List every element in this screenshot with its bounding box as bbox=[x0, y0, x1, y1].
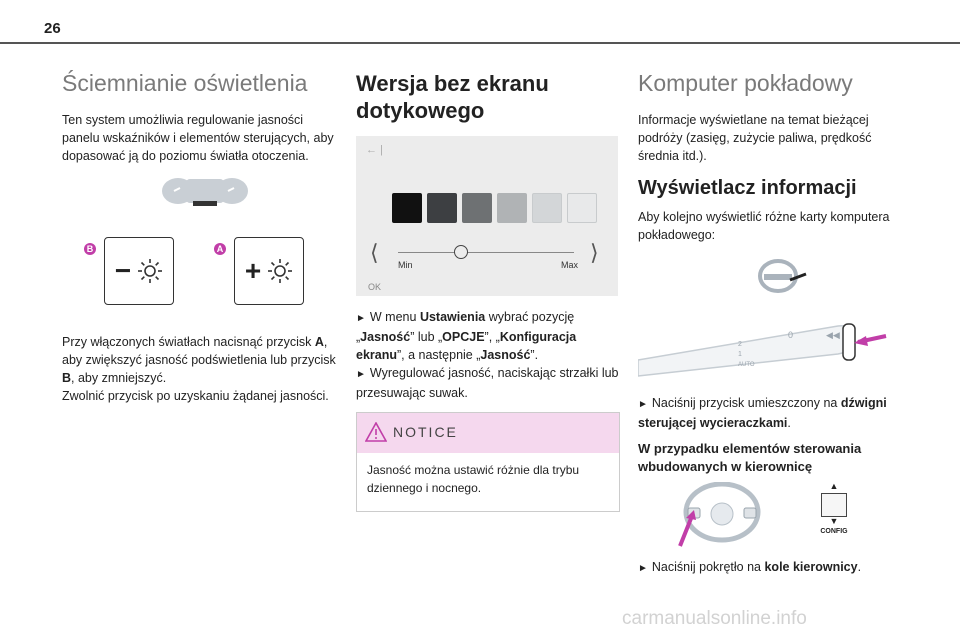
trip-computer-intro: Informacje wyświetlane na temat bieżącej podróży (zasięg, zużycie paliwa, prędkość średnia itd.). bbox=[638, 113, 872, 163]
section-title-no-touchscreen: Wersja bez ekranu dotykowego bbox=[356, 71, 549, 123]
bullet-arrow-icon: ► bbox=[638, 399, 648, 410]
chevron-right-icon[interactable]: ⟩ bbox=[590, 240, 599, 265]
brightness-increase-button[interactable] bbox=[234, 237, 304, 305]
page-number: 26 bbox=[44, 20, 61, 37]
steering-wheel-controls-heading: W przypadku elementów sterowania wbudowanych w kierownicę bbox=[638, 441, 862, 474]
back-arrow-icon: ← | bbox=[366, 144, 383, 156]
dimming-intro: Ten system umożliwia regulowanie jasności panelu wskaźników i elementów sterujących, aby dopasować ją do poziomu światła otoczenia. bbox=[62, 113, 334, 163]
no-touchscreen-step-1: ► W menu Ustawienia wybrać pozycję „Jasność” lub „OPCJE”, „Konfiguracja ekranu”, a następnie „Jasność”. ► Wyregulować jasność, naciskając strzałki lub przesuwając suwak. bbox=[356, 310, 619, 400]
header-rule bbox=[0, 42, 960, 44]
warning-triangle-icon bbox=[365, 422, 387, 442]
slider-min-label: Min bbox=[398, 260, 413, 270]
svg-text:0: 0 bbox=[788, 330, 794, 340]
brightness-swatch[interactable] bbox=[462, 193, 492, 223]
svg-text:AUTO: AUTO bbox=[738, 362, 755, 368]
section-title-trip-computer: Komputer pokładowy bbox=[638, 70, 853, 96]
column-no-touchscreen bbox=[356, 62, 620, 512]
bullet-arrow-icon: ► bbox=[356, 369, 366, 380]
trip-step-1: ► Naciśnij przycisk umieszczony na dźwigni sterującej wycieraczkami. bbox=[638, 396, 887, 430]
notice-header bbox=[357, 413, 619, 453]
brightness-slider-track[interactable] bbox=[398, 252, 574, 253]
steering-controls-illustration bbox=[638, 482, 900, 548]
plus-symbol: + bbox=[244, 255, 262, 286]
svg-text:1: 1 bbox=[738, 351, 742, 358]
sun-icon bbox=[267, 258, 293, 284]
sun-icon bbox=[137, 258, 163, 284]
svg-text:◀◀: ◀◀ bbox=[826, 330, 840, 340]
trip-step-2: ► Naciśnij pokrętło na kole kierownicy. bbox=[638, 560, 862, 574]
brightness-swatch[interactable] bbox=[497, 193, 527, 223]
watermark: carmanualsonline.info bbox=[622, 608, 807, 629]
notice-box bbox=[356, 412, 620, 512]
config-button[interactable] bbox=[814, 482, 854, 542]
steering-wheel-controls-icon bbox=[676, 482, 766, 548]
bullet-arrow-icon: ► bbox=[638, 563, 648, 574]
marker-a: A bbox=[214, 243, 226, 255]
brightness-swatch[interactable] bbox=[532, 193, 562, 223]
marker-b: B bbox=[84, 243, 96, 255]
ok-label: OK bbox=[368, 282, 382, 292]
section-subtitle-display: Wyświetlacz informacji bbox=[638, 177, 857, 199]
triangle-down-icon: ▼ bbox=[829, 516, 839, 526]
bullet-arrow-icon: ► bbox=[356, 313, 366, 324]
column-trip-computer bbox=[638, 62, 900, 586]
slider-max-label: Max bbox=[561, 260, 579, 270]
config-label: CONFIG bbox=[820, 528, 848, 535]
minus-symbol: − bbox=[114, 255, 132, 286]
section-title-dimming: Ściemnianie oświetlenia bbox=[62, 70, 308, 96]
brightness-screen-illustration bbox=[356, 136, 618, 296]
brightness-buttons bbox=[62, 237, 344, 317]
wiper-stalk-illustration bbox=[638, 304, 900, 384]
chevron-left-icon[interactable]: ⟨ bbox=[370, 240, 379, 265]
brightness-decrease-button[interactable] bbox=[104, 237, 174, 305]
notice-title: NOTICE bbox=[393, 424, 458, 440]
brightness-swatch[interactable] bbox=[392, 193, 422, 223]
svg-text:2: 2 bbox=[738, 341, 742, 348]
brightness-slider-knob[interactable] bbox=[454, 245, 468, 259]
brightness-swatches bbox=[392, 193, 597, 223]
display-intro: Aby kolejno wyświetlić różne karty komputera pokładowego: bbox=[638, 210, 890, 242]
triangle-up-icon: ▲ bbox=[829, 481, 839, 491]
brightness-swatch[interactable] bbox=[567, 193, 597, 223]
wiper-stalk-icon bbox=[638, 304, 900, 384]
brightness-swatch[interactable] bbox=[427, 193, 457, 223]
notice-text: Jasność można ustawić różnie dla trybu dziennego i nocnego. bbox=[367, 463, 580, 495]
steering-wheel-small-illustration bbox=[638, 252, 900, 300]
config-button-face bbox=[821, 493, 847, 517]
column-dimming bbox=[62, 62, 344, 413]
dashboard-icon bbox=[160, 173, 250, 209]
dashboard-illustration bbox=[62, 173, 344, 233]
dimming-instructions: Przy włączonych światłach nacisnąć przycisk A, aby zwiększyć jasność podświetlenia lub przycisk B, aby zmniejszyć. Zwolnić przycisk po uzyskaniu żądanej jasności. bbox=[62, 335, 336, 403]
steering-wheel-icon bbox=[754, 256, 814, 296]
